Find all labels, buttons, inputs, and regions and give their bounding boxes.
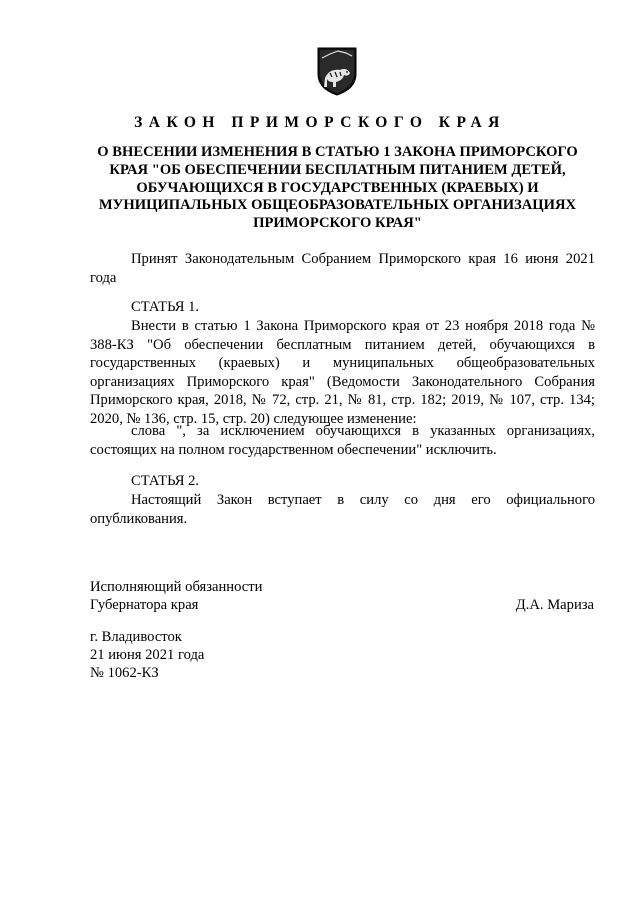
article-1-change: слова ", за исключением обучающихся в указанных организациях, состоящих на полном государственном обеспечении" исключить.: [90, 423, 595, 458]
signatory-name: Д.А. Мариза: [515, 597, 594, 613]
article-2-heading: СТАТЬЯ 2.: [131, 473, 200, 489]
signatory-position-line1: Исполняющий обязанности: [90, 579, 263, 595]
law-subtitle: О ВНЕСЕНИИ ИЗМЕНЕНИЯ В СТАТЬЮ 1 ЗАКОНА ПРИМОРСКОГО КРАЯ "ОБ ОБЕСПЕЧЕНИИ БЕСПЛАТНЫМ ПИТАНИЕМ ДЕТЕЙ, ОБУЧАЮЩИХСЯ В ГОСУДАРСТВЕННЫХ (КРАЕВЫХ) И МУНИЦИПАЛЬНЫХ ОБЩЕОБРАЗОВАТЕЛЬНЫХ ОРГАНИЗАЦИЯХ ПРИМОРСКОГО КРАЯ": [97, 144, 578, 232]
footer-law-number: № 1062-КЗ: [90, 665, 159, 681]
signatory-position-line2: Губернатора края: [90, 597, 199, 613]
law-title: ЗАКОН ПРИМОРСКОГО КРАЯ: [134, 114, 506, 131]
article-2-text: Настоящий Закон вступает в силу со дня его официального опубликования.: [90, 492, 595, 527]
article-1-text: Внести в статью 1 Закона Приморского края от 23 ноября 2018 года № 388-КЗ "Об обеспечении бесплатным питанием детей, обучающихся в государственных (краевых) и муниципальных общеобразовательных организациях Приморского края" (Ведомости Законодательного Собрания Приморского края, 2018, № 72, стр. 21, № 81, стр. 182; 2019, № 107, стр. 134; 2020, № 136, стр. 15, стр. 20) следующее изменение:: [90, 318, 595, 427]
footer-date: 21 июня 2021 года: [90, 647, 205, 663]
coat-of-arms-icon: [316, 46, 358, 96]
footer-city: г. Владивосток: [90, 629, 182, 645]
adoption-note: Принят Законодательным Собранием Приморского края 16 июня 2021 года: [90, 251, 595, 286]
article-1-heading: СТАТЬЯ 1.: [131, 299, 200, 315]
